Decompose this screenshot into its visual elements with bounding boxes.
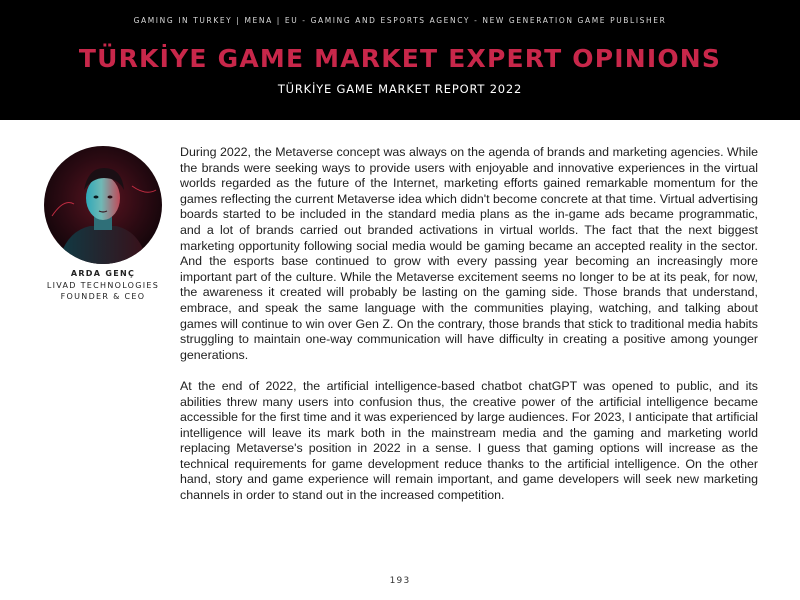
portrait-image <box>44 146 162 264</box>
avatar <box>44 146 162 264</box>
page-header <box>0 0 800 120</box>
author-name: ARDA GENÇ <box>70 269 136 278</box>
article-body <box>180 145 758 519</box>
author-company: LIVAD TECHNOLOGIES <box>46 280 160 290</box>
header-tagline: GAMING IN TURKEY | MENA | EU - GAMING AND ESPORTS AGENCY - NEW GENERATION GAME PUBLISHER <box>133 16 667 25</box>
article-paragraph: At the end of 2022, the artificial intelligence-based chatbot chatGPT was opened to public, and its abilities threw many users into confusion thus, the creative power of the artificial intelligence became accessible for the first time and it was experienced by large audiences. For 2023, I anticipate that artificial intelligence will leave its mark both in the mainstream media and the gaming and marketing world replacing Metaverse's position in 2022 in a sense. I guess that gaming options will increase as the technical requirements for game development reduce thanks to the artificial intelligence. On the other hand, story and game experience will remain important, and game developers will seek new marketing channels in order to stand out in the increased competition. <box>180 378 758 503</box>
page-subtitle: TÜRKİYE GAME MARKET REPORT 2022 <box>277 82 523 96</box>
article-paragraph: During 2022, the Metaverse concept was always on the agenda of brands and marketing agencies. While the brands were seeking ways to provide users with enjoyable and innovative experiences in the virtual worlds regarded as the future of the Internet, marketing efforts gained remarkable momentum for the games reflecting the current Metaverse idea which didn't become concrete at that time. Virtual advertising boards started to be included in the standard media plans as the in-game ads became programmatic, and a lot of brands carried out branded activations in virtual worlds. The fact that the next biggest marketing opportunity following social media would be gaming became an accepted reality in the sector. And the esports base continued to grow with every passing year becoming an increasingly more important part of the culture. While the Metaverse excitement seems no longer to be at its peak, for now, the awareness it created will probably be lasting on the gaming side. Those brands that understand, embrace, and speak the same language with the communities playing, watching, and talking about games will continue to win over Gen Z. On the contrary, those brands that stick to traditional media habits struggling to maintain one-way communication will have difficulty in creating a positive among younger generations. <box>180 145 758 362</box>
page-title: TÜRKİYE GAME MARKET EXPERT OPINIONS <box>78 44 722 73</box>
author-info <box>44 268 162 303</box>
author-role: FOUNDER & CEO <box>60 292 146 301</box>
page-number: 193 <box>389 576 411 586</box>
